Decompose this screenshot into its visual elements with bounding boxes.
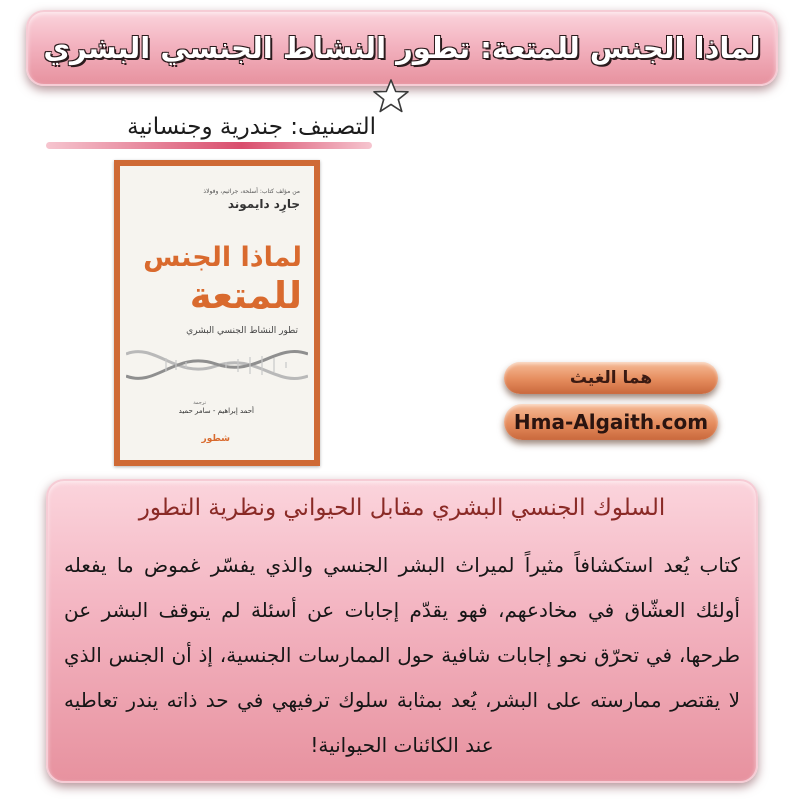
book-title-line1: لماذا الجنس xyxy=(143,242,302,273)
book-author: جارِد دايموند xyxy=(227,197,300,211)
website-badge-label: Hma-Algaith.com xyxy=(513,410,709,434)
page-title: لماذا الجنس للمتعة: تطور النشاط الجنسي البشري xyxy=(43,31,761,65)
book-subtitle: تطور النشاط الجنسي البشري xyxy=(186,326,298,336)
book-translated-by: ترجمة xyxy=(193,400,206,406)
title-bar xyxy=(26,10,778,86)
dna-helix-icon xyxy=(126,332,308,402)
website-badge[interactable] xyxy=(504,404,718,440)
book-cover-inner xyxy=(120,166,314,460)
publisher-logo: شطور xyxy=(201,434,230,444)
book-author-line: من مؤلف كتاب: أسلحة، جراثيم، وفولاذ xyxy=(203,188,300,195)
description-body: كتاب يُعد استكشافاً مثيراً لميراث البشر الجنسي والذي يفسّر غموض ما يفعله أولئك العشّاق في مخادعهم، فهو يقدّم إجابات عن أسئلة لم يتوقف البشر عن طرحها، في تحرّق نحو إجابات شافية حول الممارسات الجنسية، إذ أن الجنس الذي لا يقتصر ممارسته على البشر، يُعد بمثابة سلوك ترفيهي في حد ذاته يندر تعاطيه عند الكائنات الحيوانية! xyxy=(64,553,740,757)
category-underline xyxy=(46,142,372,149)
category-label: التصنيف: جندرية وجنسانية xyxy=(127,114,376,140)
book-translators: أحمد إبراهيم - سامر حميد xyxy=(178,407,254,415)
author-badge-label: هما الغيث xyxy=(569,368,653,388)
book-cover xyxy=(114,160,320,466)
star-icon xyxy=(371,78,411,114)
author-badge xyxy=(504,362,718,394)
book-title-line2: للمتعة xyxy=(189,274,302,317)
description-heading: السلوك الجنسي البشري مقابل الحيواني ونظرية التطور xyxy=(138,495,666,521)
description-panel xyxy=(46,479,758,783)
